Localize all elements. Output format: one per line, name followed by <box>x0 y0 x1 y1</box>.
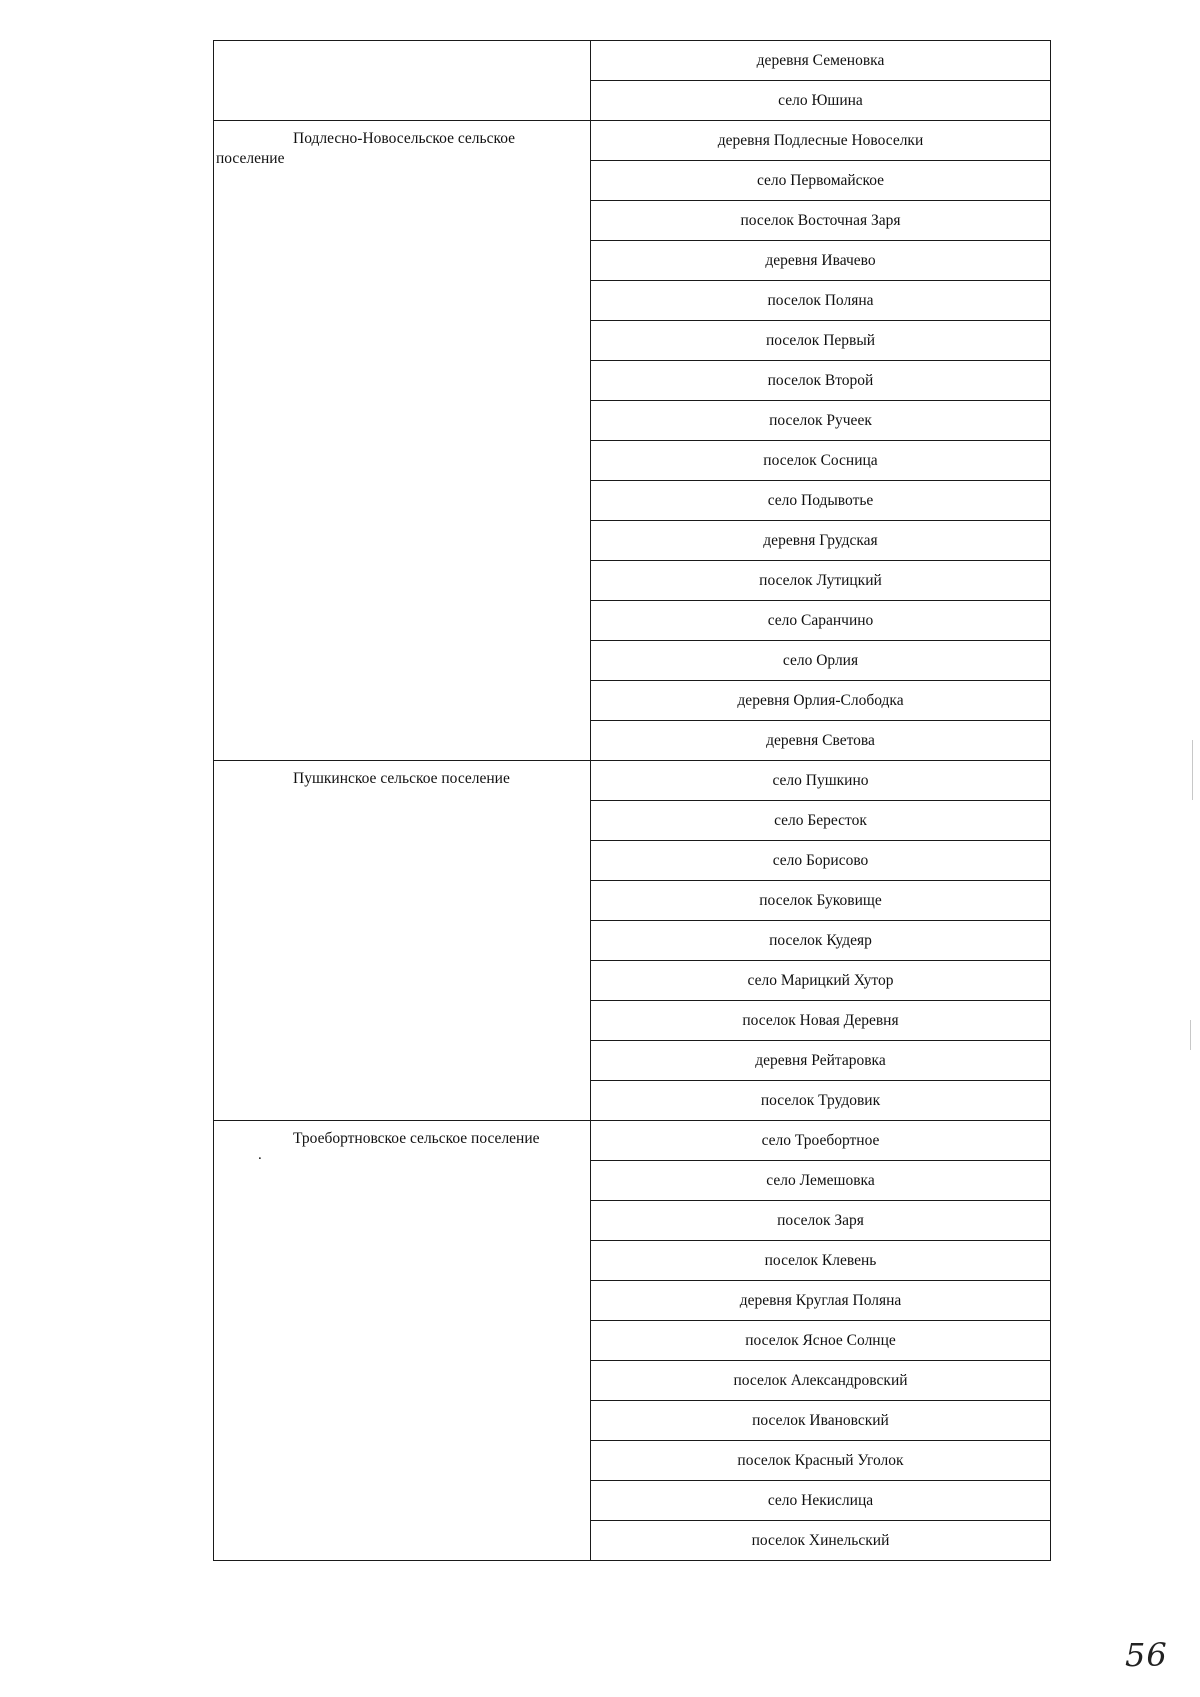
table-row <box>214 1121 1051 1161</box>
settlement-cell <box>214 1121 591 1561</box>
locality-cell: село Орлия <box>591 641 1051 681</box>
scan-edge-mark <box>1192 740 1193 800</box>
locality-cell: поселок Трудовик <box>591 1081 1051 1121</box>
locality-cell: поселок Ивановский <box>591 1401 1051 1441</box>
locality-cell: село Бересток <box>591 801 1051 841</box>
locality-cell: поселок Клевень <box>591 1241 1051 1281</box>
locality-cell: село Пушкино <box>591 761 1051 801</box>
locality-cell: деревня Грудская <box>591 521 1051 561</box>
locality-cell: село Троебортное <box>591 1121 1051 1161</box>
locality-cell: поселок Первый <box>591 321 1051 361</box>
locality-cell: поселок Кудеяр <box>591 921 1051 961</box>
locality-cell: деревня Орлия-Слободка <box>591 681 1051 721</box>
settlement-name: Подлесно-Новосельское сельское поселение <box>216 130 516 167</box>
locality-cell: поселок Восточная Заря <box>591 201 1051 241</box>
locality-cell: село Борисово <box>591 841 1051 881</box>
locality-cell: поселок Ручеек <box>591 401 1051 441</box>
stray-mark: . <box>258 1147 262 1163</box>
locality-cell: поселок Сосница <box>591 441 1051 481</box>
locality-cell: поселок Ясное Солнце <box>591 1321 1051 1361</box>
locality-cell: деревня Ивачево <box>591 241 1051 281</box>
table-row <box>214 41 1051 81</box>
locality-cell: поселок Лутицкий <box>591 561 1051 601</box>
locality-cell: село Подывотье <box>591 481 1051 521</box>
locality-cell: поселок Буковище <box>591 881 1051 921</box>
settlement-cell <box>214 761 591 1121</box>
locality-cell: деревня Круглая Поляна <box>591 1281 1051 1321</box>
locality-cell: село Саранчино <box>591 601 1051 641</box>
locality-cell: село Первомайское <box>591 161 1051 201</box>
table-body <box>214 41 1051 1561</box>
settlement-name: Пушкинское сельское поселение <box>293 770 510 787</box>
locality-cell: село Марицкий Хутор <box>591 961 1051 1001</box>
locality-cell: поселок Заря <box>591 1201 1051 1241</box>
table-row <box>214 121 1051 161</box>
locality-cell: поселок Поляна <box>591 281 1051 321</box>
settlement-cell <box>214 41 591 121</box>
locality-cell: деревня Подлесные Новоселки <box>591 121 1051 161</box>
locality-cell: село Лемешовка <box>591 1161 1051 1201</box>
settlement-cell <box>214 121 591 761</box>
settlement-name: Троебортновское сельское поселение <box>293 1130 540 1147</box>
table-row <box>214 761 1051 801</box>
locality-cell: поселок Второй <box>591 361 1051 401</box>
locality-cell: село Юшина <box>591 81 1051 121</box>
handwritten-page-number: 56 <box>1125 1636 1168 1674</box>
settlement-name <box>214 41 590 49</box>
locality-cell: деревня Семеновка <box>591 41 1051 81</box>
locality-cell: поселок Александровский <box>591 1361 1051 1401</box>
locality-cell: деревня Светова <box>591 721 1051 761</box>
settlements-table <box>213 40 1051 1561</box>
locality-cell: деревня Рейтаровка <box>591 1041 1051 1081</box>
scan-edge-mark <box>1190 1020 1191 1050</box>
locality-cell: поселок Хинельский <box>591 1521 1051 1561</box>
locality-cell: село Некислица <box>591 1481 1051 1521</box>
locality-cell: поселок Новая Деревня <box>591 1001 1051 1041</box>
locality-cell: поселок Красный Уголок <box>591 1441 1051 1481</box>
